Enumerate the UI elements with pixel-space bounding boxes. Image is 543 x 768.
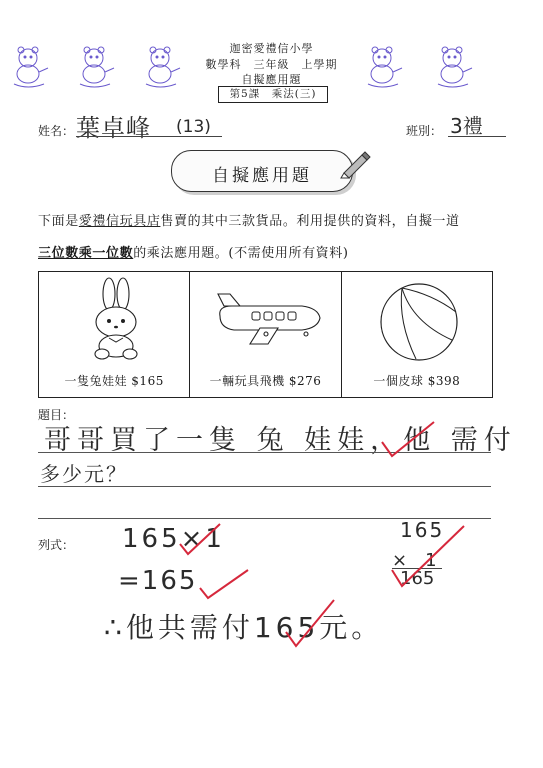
red-check-mark-icon (176, 520, 224, 560)
beach-ball-icon (342, 272, 492, 367)
question-label: 題目： (38, 408, 75, 422)
instruction-line-1 (38, 210, 460, 229)
name-label: 姓名： (38, 124, 75, 138)
product-caption: 一個皮球 $398 (373, 374, 461, 388)
product-caption: 一隻兔娃娃 $165 (64, 374, 164, 388)
answer-rule (38, 486, 491, 487)
shop-name: 愛禮信玩具店 (78, 214, 161, 229)
question-answer-line-2[interactable]: 多少元？ (40, 462, 128, 486)
instruction-pre: 下面是 (38, 214, 79, 229)
name-underline (76, 136, 222, 137)
instruction-rest: 的乘法應用題。(不需使用所有資料) (133, 246, 349, 261)
subject-line: 數學科 三年級 上學期 (205, 58, 338, 71)
red-check-mark-icon (378, 418, 438, 464)
product-caption: 一輛玩具飛機 $276 (209, 374, 322, 388)
school-name: 迦密愛禮信小學 (229, 42, 314, 55)
product-cell (39, 272, 190, 397)
instruction-post: 售賣的其中三款貨品。利用提供的資料，自擬一道 (160, 214, 460, 229)
vertical-multiplicand[interactable]: 165 (400, 518, 445, 542)
product-grid (38, 271, 493, 398)
product-cell (190, 272, 341, 397)
question-answer-line-1[interactable]: 哥哥買了一隻 兔 娃娃，他 需付 (44, 425, 517, 456)
conclusion-sentence[interactable]: ∴他共需付165元。 (104, 611, 384, 644)
lesson-label: 第5課 乘法(三) (218, 86, 328, 103)
banner-title: 自擬應用題 (212, 166, 312, 186)
instruction-emphasis: 三位數乘一位數 (38, 246, 134, 261)
working-result[interactable]: =165 (118, 566, 198, 596)
vertical-result[interactable]: 165 (400, 568, 435, 589)
bunny-doll-icon (39, 272, 189, 367)
red-check-mark-icon (282, 594, 338, 652)
worksheet-title: 自擬應用題 (241, 73, 302, 86)
name-value[interactable]: 葉卓峰 (76, 114, 151, 142)
vertical-multiplier[interactable]: × 1 (392, 550, 437, 571)
toy-airplane-icon (190, 272, 340, 367)
red-check-mark-icon (388, 520, 468, 592)
class-underline (448, 136, 506, 137)
pencil-icon (338, 145, 372, 183)
class-number[interactable]: (13) (176, 117, 211, 137)
title-banner (171, 150, 353, 192)
instruction-line-2 (38, 242, 349, 261)
working-expression[interactable]: 165×1 (122, 524, 225, 554)
class-label: 班別： (406, 124, 443, 138)
product-cell (342, 272, 492, 397)
working-label: 列式： (38, 538, 75, 552)
class-value[interactable]: 3禮 (450, 114, 483, 138)
red-check-mark-icon (196, 566, 252, 602)
